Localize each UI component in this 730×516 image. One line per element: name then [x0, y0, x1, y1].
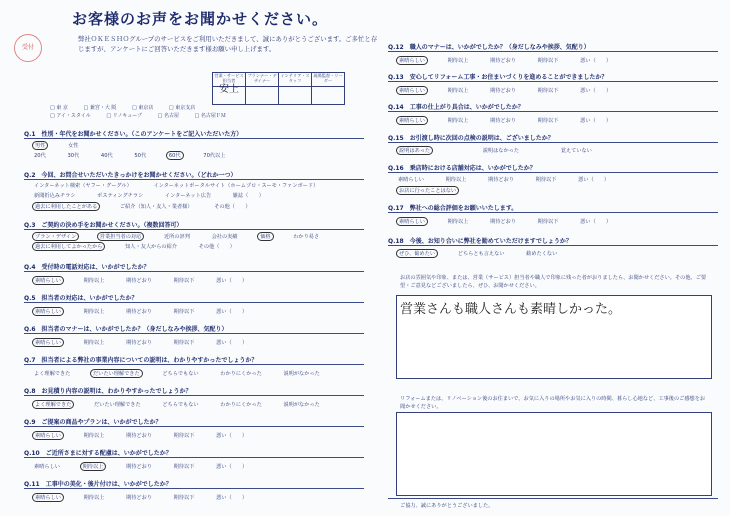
- option[interactable]: 期待以下: [537, 58, 559, 64]
- comment1-handwritten: 営業さんも職人さんも素晴しかった。: [400, 302, 622, 317]
- option[interactable]: 近所の評判: [163, 234, 190, 240]
- option[interactable]: 期待どおり: [126, 495, 152, 501]
- q9-options: [32, 431, 265, 440]
- option[interactable]: 期待以下: [173, 278, 195, 284]
- branch-option[interactable]: □ 名古屋ＦＭ: [194, 113, 226, 119]
- option[interactable]: 20代: [34, 153, 46, 159]
- option-selected[interactable]: 期待以上: [80, 462, 107, 471]
- divider: [24, 364, 364, 365]
- question-q11: Q.11 工事中の美化・後片付けは、いかがでしたか？: [24, 481, 172, 488]
- staff-sig-cell[interactable]: [213, 84, 246, 105]
- question-q5: Q.5 担当者の対応は、いかがでしたか？: [24, 295, 138, 302]
- option[interactable]: 悪い（ ）: [216, 495, 248, 501]
- option[interactable]: どちらでもない: [162, 402, 199, 408]
- question-q4: Q.4 受付時の電話対応は、いかがでしたか？: [24, 264, 150, 271]
- divider: [24, 333, 364, 334]
- option[interactable]: 期待以下: [537, 118, 559, 124]
- option-selected[interactable]: 素晴らしい: [396, 116, 428, 125]
- option[interactable]: 悪い（ ）: [216, 309, 248, 315]
- reception-stamp: 受付: [14, 34, 42, 62]
- divider: [24, 302, 364, 303]
- option[interactable]: その他（ ）: [214, 204, 251, 210]
- option[interactable]: 期待以上: [83, 309, 105, 315]
- option-selected[interactable]: だいたい理解できた: [90, 369, 143, 378]
- q18-options: [396, 249, 575, 258]
- q5-options: [32, 307, 265, 316]
- divider: [388, 81, 718, 82]
- option[interactable]: 勧めたくない: [526, 251, 558, 257]
- option-selected[interactable]: 60代: [166, 151, 184, 160]
- option[interactable]: インターネット検索（ヤフー・グーグル）: [34, 183, 132, 189]
- staff-sig-cell[interactable]: [246, 87, 279, 105]
- q15-options: [396, 146, 610, 155]
- question-q1: Q.1 性別・年代をお聞かせください。（このアンケートをご記入いただいた方）: [24, 131, 243, 138]
- option-selected[interactable]: 過去に利用してよかったから: [32, 242, 105, 251]
- q13-options: [396, 86, 629, 95]
- option[interactable]: わかりにくかった: [220, 402, 262, 408]
- option-selected[interactable]: よく理解できた: [32, 400, 74, 409]
- staff-sig-cell[interactable]: [279, 87, 312, 105]
- q1-age-options: [32, 151, 243, 160]
- option[interactable]: 悪い（ ）: [216, 278, 248, 284]
- option[interactable]: 40代: [100, 153, 113, 159]
- option[interactable]: 期待以下: [173, 309, 195, 315]
- option[interactable]: 期待以下: [537, 219, 559, 225]
- branch-option[interactable]: □ 兼宮・大 阪: [83, 105, 117, 111]
- option[interactable]: 期待以上: [83, 340, 105, 346]
- option[interactable]: 期待どおり: [490, 219, 516, 225]
- option[interactable]: 悪い（ ）: [216, 464, 248, 470]
- branch-option[interactable]: □ 東 京: [50, 105, 68, 111]
- branch-option[interactable]: □ リノキューブ: [106, 113, 143, 119]
- option[interactable]: 覚えていない: [560, 148, 592, 154]
- question-q15: Q.15 お引渡し時に次回の点検の説明は、ございましたか？: [388, 135, 554, 142]
- option[interactable]: 30代: [67, 153, 80, 159]
- q14-options: [396, 116, 629, 125]
- option[interactable]: 50代: [134, 153, 147, 159]
- option[interactable]: 期待以上: [447, 88, 469, 94]
- q6-options: [32, 338, 265, 347]
- comment2-box[interactable]: [396, 412, 712, 496]
- staff-signature: 安上: [219, 84, 239, 95]
- option[interactable]: 期待どおり: [126, 309, 152, 315]
- option[interactable]: 雑誌（ ）: [232, 193, 264, 199]
- option[interactable]: わかり易さ: [293, 234, 320, 240]
- staff-header: 営業・サービス担当者: [213, 73, 246, 87]
- option[interactable]: 悪い（ ）: [216, 433, 248, 439]
- option[interactable]: 期待以下: [173, 433, 195, 439]
- question-q14: Q.14 工事の仕上がり具合は、いかがでしたか？: [388, 104, 524, 111]
- option[interactable]: 期待以上: [445, 177, 467, 183]
- q3-options: [32, 232, 337, 241]
- intro-text: 弊社ＯＫＥＳＨＯグループのサービスをご利用いただきまして、誠にありがとうございます。ご多忙と存じますが、アンケートにご回答いただきます様お願い申し上げます。: [78, 35, 378, 53]
- divider: [388, 51, 718, 52]
- footer-thanks: ご協力、誠にありがとうございました。: [400, 503, 494, 509]
- staff-sig-cell[interactable]: [312, 87, 345, 105]
- comment1-prompt: お店の雰囲気や印象、または、営業（サービス）担当者や職人で印象に残った者がおりましたら、お聞かせください。その他、ご要望・ご意見などございましたら、ぜひ、お聞かせください。: [400, 275, 707, 289]
- option-selected[interactable]: 素晴らしい: [396, 217, 428, 226]
- divider: [24, 457, 364, 458]
- option[interactable]: 70代以上: [203, 153, 226, 159]
- divider: [24, 426, 364, 427]
- option[interactable]: 期待以上: [83, 495, 105, 501]
- option[interactable]: 素晴らしい: [34, 464, 60, 470]
- option[interactable]: 期待以下: [173, 495, 195, 501]
- option[interactable]: 期待どおり: [490, 88, 516, 94]
- option[interactable]: 期待以上: [447, 219, 469, 225]
- branch-option[interactable]: □ 東京支店: [168, 105, 196, 111]
- divider: [388, 142, 718, 143]
- q2-options-2: [32, 192, 282, 199]
- option[interactable]: 期待以下: [173, 340, 195, 346]
- comment2-prompt: リフォームまたは、リノベーション後のお住まいで、お気に入りの場所やお気に入りの時間、暮らし心地など、工事後のご感想をお聞かせください。: [400, 396, 706, 410]
- option[interactable]: 期待どおり: [126, 340, 152, 346]
- branch-option[interactable]: □ 名古屋: [157, 113, 179, 119]
- option[interactable]: 期待以上: [447, 118, 469, 124]
- question-q9: Q.9 ご提案の商品やプランは、いかがでしたか？: [24, 419, 162, 426]
- option[interactable]: インターネット広告: [164, 193, 212, 199]
- option-selected[interactable]: 素晴らしい: [32, 338, 64, 347]
- divider: [24, 138, 364, 139]
- option-selected[interactable]: 素晴らしい: [32, 307, 64, 316]
- divider: [388, 498, 718, 499]
- question-q6: Q.6 担当者のマナーは、いかがでしたか？（身だしなみや挨拶、気配り）: [24, 326, 228, 333]
- option-selected[interactable]: 説明はあった: [396, 146, 433, 155]
- option-selected[interactable]: 過去に利用したことがある: [32, 202, 100, 211]
- divider: [24, 229, 364, 230]
- option-selected[interactable]: 素晴らしい: [32, 493, 64, 502]
- q7-options: [32, 369, 338, 378]
- option[interactable]: 悪い（ ）: [580, 219, 612, 225]
- divider: [388, 172, 718, 173]
- option[interactable]: 期待以下: [173, 464, 195, 470]
- q3-options-2: [32, 242, 253, 251]
- option-selected[interactable]: 素晴らしい: [396, 86, 428, 95]
- option[interactable]: 悪い（ ）: [578, 177, 610, 183]
- divider: [388, 212, 718, 213]
- option[interactable]: 悪い（ ）: [216, 340, 248, 346]
- option[interactable]: 説明がなかった: [283, 402, 320, 408]
- option[interactable]: インターネットポータルサイト（ホームプロ・スーモ・ファンボード）: [153, 183, 319, 189]
- q4-options: [32, 276, 265, 285]
- q11-options: [32, 493, 265, 502]
- question-q13: Q.13 安心してリフォーム工事・お住まいづくりを進めることができましたか？: [388, 74, 608, 81]
- option[interactable]: ポスティングチラシ: [97, 193, 144, 199]
- option[interactable]: どちらでもない: [162, 371, 199, 377]
- divider: [24, 179, 364, 180]
- option-selected[interactable]: 価格: [257, 232, 273, 241]
- option[interactable]: 女性: [68, 143, 79, 149]
- question-q16: Q.16 乗店時における店舗対応は、いかがでしたか？: [388, 165, 536, 172]
- option[interactable]: よく理解できた: [34, 371, 71, 377]
- q16-options: [396, 176, 627, 183]
- branch-checklist: [50, 104, 240, 120]
- option[interactable]: 説明がなかった: [283, 371, 320, 377]
- option[interactable]: 期待どおり: [126, 278, 152, 284]
- staff-signature-table: [212, 72, 345, 105]
- option[interactable]: 期待以上: [447, 58, 469, 64]
- q2-options-3: [32, 202, 269, 211]
- branch-option[interactable]: □ 東京店: [132, 105, 154, 111]
- option[interactable]: 期待どおり: [488, 177, 514, 183]
- option[interactable]: 期待以下: [537, 88, 559, 94]
- option[interactable]: 期待どおり: [126, 464, 152, 470]
- branch-option[interactable]: □ アイ・スタイル: [50, 113, 91, 119]
- q12-options: [396, 56, 629, 65]
- form-title: お客様のお声をお聞かせください。: [72, 10, 329, 28]
- option[interactable]: どちらとも言えない: [457, 251, 505, 257]
- q8-options: [32, 400, 338, 409]
- option[interactable]: 会社の実績: [211, 234, 238, 240]
- q2-options: [32, 182, 336, 189]
- option[interactable]: 悪い（ ）: [580, 58, 612, 64]
- option[interactable]: 知人・友人からの紹介: [125, 244, 177, 250]
- option[interactable]: ご紹介（知人・友人・業者様）: [119, 204, 193, 210]
- q10-options: [32, 462, 265, 471]
- divider: [388, 111, 718, 112]
- option[interactable]: 期待以上: [83, 433, 105, 439]
- option[interactable]: だいたい理解できた: [93, 402, 141, 408]
- option-selected[interactable]: 男性: [32, 141, 48, 150]
- option[interactable]: その他（ ）: [198, 244, 235, 250]
- question-q10: Q.10 ご近所さまに対する配慮は、いかがでしたか？: [24, 450, 172, 457]
- divider: [24, 395, 364, 396]
- staff-header: 現場監督・リーダー: [312, 73, 345, 87]
- option[interactable]: 期待どおり: [490, 118, 516, 124]
- option-selected[interactable]: 素晴らしい: [32, 431, 64, 440]
- option-selected[interactable]: 素晴らしい: [32, 276, 64, 285]
- option[interactable]: 期待どおり: [490, 58, 516, 64]
- q16-options-2: [396, 186, 475, 195]
- question-q12: Q.12 職人のマナーは、いかがでしたか？（身だしなみや挨拶、気配り）: [388, 44, 590, 51]
- question-q3: Q.3 ご契約の決め手をお聞かせください。（複数回答可）: [24, 222, 183, 229]
- divider: [388, 245, 718, 246]
- option[interactable]: 新聞折込みチラシ: [34, 193, 76, 199]
- option-selected[interactable]: ぜひ、勧めたい: [396, 249, 438, 258]
- staff-header: プランナー・デザイナー: [246, 73, 279, 87]
- option-selected[interactable]: プラン・デザイン: [32, 232, 79, 241]
- option[interactable]: 期待どおり: [126, 433, 152, 439]
- option-selected[interactable]: 営業担当者の対応: [97, 232, 145, 241]
- staff-header: インテリア・スタッフ: [279, 73, 312, 87]
- option[interactable]: 悪い（ ）: [580, 118, 612, 124]
- option[interactable]: 期待以下: [535, 177, 557, 183]
- question-q7: Q.7 担当者による弊社の事業内容についての説明は、わかりやすかったでしょうか？: [24, 357, 258, 364]
- q1-options: [32, 141, 96, 150]
- option-selected[interactable]: 素晴らしい: [396, 56, 428, 65]
- option[interactable]: わかりにくかった: [220, 371, 262, 377]
- option-selected[interactable]: お店に行ったことはない: [396, 186, 459, 195]
- question-q17: Q.17 弊社への総合評価をお願いいたします。: [388, 205, 518, 212]
- q17-options: [396, 217, 629, 226]
- question-q2: Q.2 今回、お問合せいただいたきっかけをお聞かせください。（どれか一つ）: [24, 172, 237, 179]
- option[interactable]: 説明はなかった: [482, 148, 520, 154]
- divider: [24, 271, 364, 272]
- question-q18: Q.18 今後、お知り合いに弊社を勧めていただけますでしょうか？: [388, 238, 572, 245]
- option[interactable]: 素晴らしい: [398, 177, 424, 183]
- question-q8: Q.8 お見積り内容の説明は、わかりやすかったでしょうか？: [24, 388, 192, 395]
- option[interactable]: 悪い（ ）: [580, 88, 612, 94]
- divider: [24, 488, 364, 489]
- option[interactable]: 期待以上: [83, 278, 105, 284]
